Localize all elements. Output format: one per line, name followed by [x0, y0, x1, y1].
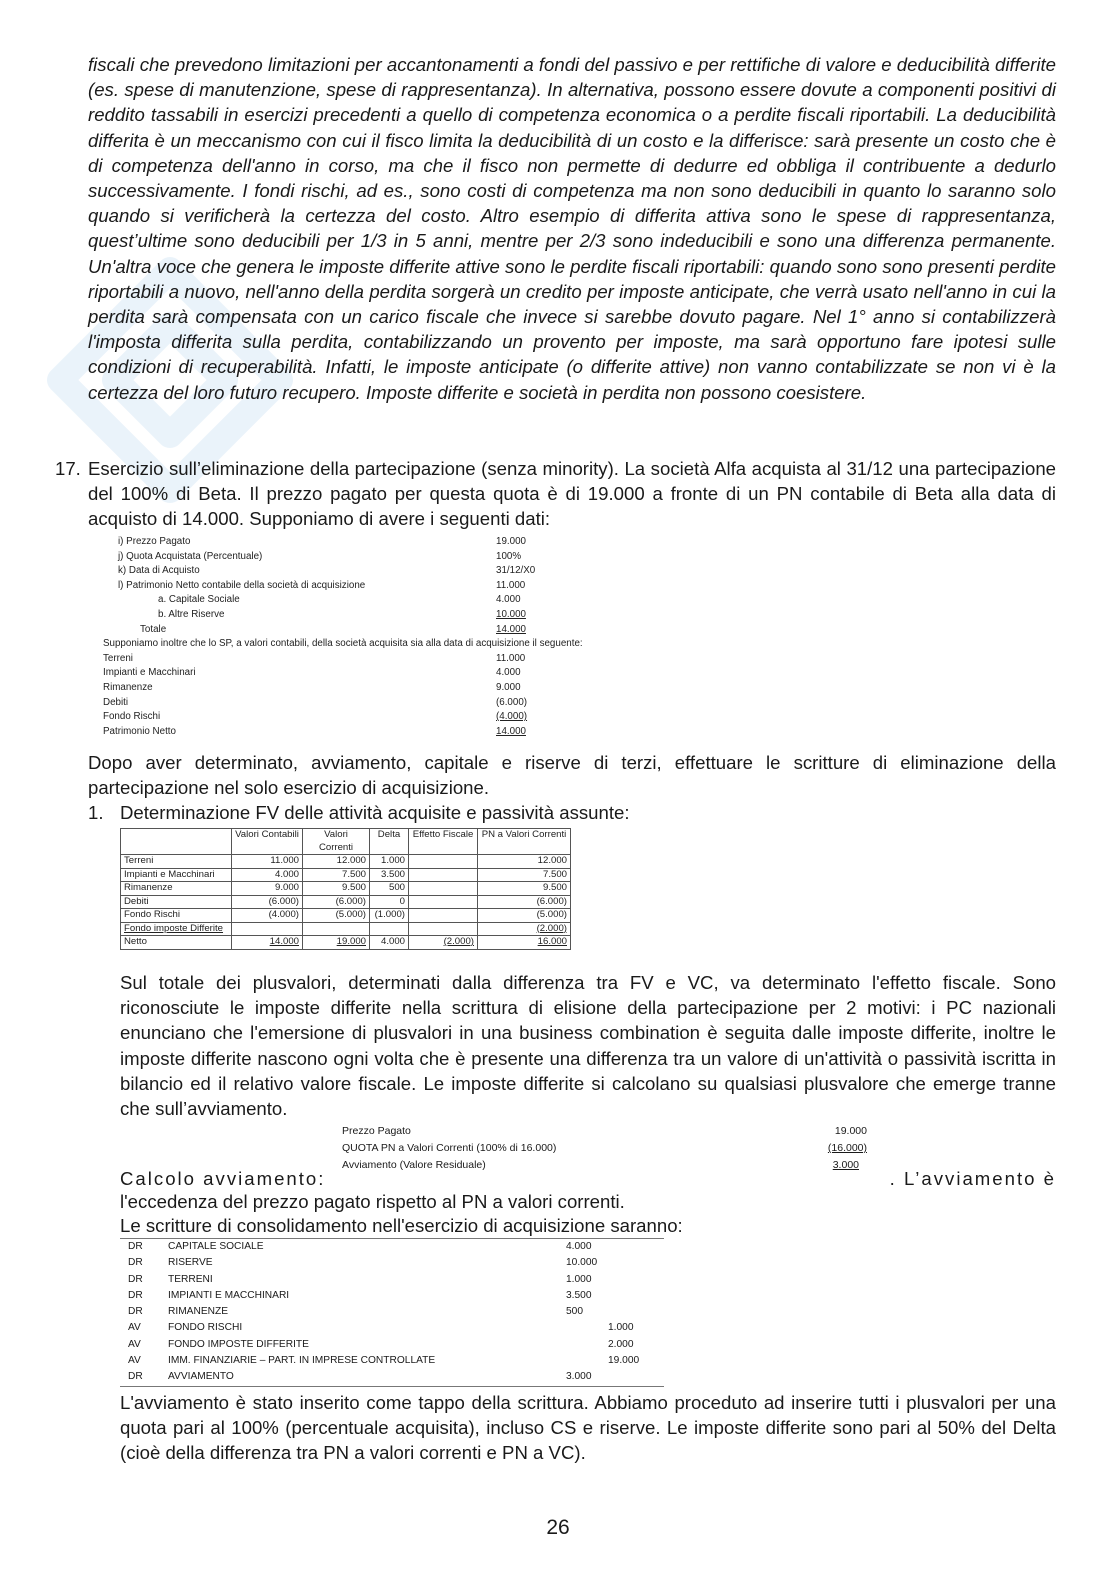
dopo-paragraph: Dopo aver determinato, avviamento, capitale e riserve di terzi, effettuare le scritture di eliminazione della partecipazione nel solo esercizio di acquisizione. — [88, 752, 1056, 799]
table-row: DR RISERVE 10.000 — [128, 1257, 598, 1269]
data-table — [98, 535, 598, 739]
table-row: Rimanenze 9.000 9.500 500 9.500 — [121, 882, 571, 896]
table-row: DR RIMANENZE 500 — [128, 1306, 583, 1318]
table-row: Fondo imposte Differite (2.000) — [121, 922, 571, 936]
table-header-row: Valori Contabili Valori Correnti Delta Effetto Fiscale PN a Valori Correnti — [121, 829, 571, 855]
table-row: Debiti (6.000) (6.000) 0 (6.000) — [121, 895, 571, 909]
journal-table — [120, 1238, 664, 1387]
table-row: Rimanenze 9.000 — [103, 681, 521, 693]
table-row: DR IMPIANTI E MACCHINARI 3.500 — [128, 1289, 592, 1301]
table-row: AV FONDO IMPOSTE DIFFERITE 2.000 — [128, 1338, 634, 1350]
table-row: Prezzo Pagato 19.000 — [342, 1125, 867, 1137]
table-row: DR CAPITALE SOCIALE 4.000 — [128, 1241, 592, 1252]
table-row: Impianti e Macchinari 4.000 — [103, 667, 521, 679]
table-row: k) Data di Acquisto 31/12/X0 — [118, 565, 536, 577]
calcolo-lead: Calcolo avviamento: — [120, 1168, 326, 1189]
table-row: QUOTA PN a Valori Correnti (100% di 16.000) (16.000) — [342, 1142, 867, 1154]
exercise-17 — [55, 456, 1056, 532]
scritture-intro: Le scritture di consolidamento nell'esercizio di acquisizione saranno: — [120, 1215, 683, 1236]
table-row: Patrimonio Netto 14.000 — [103, 725, 526, 737]
exercise-text: Esercizio sull’eliminazione della partecipazione (senza minority). La società Alfa acquista al 31/12 una partecipazione del 100% di Beta. Il prezzo pagato per questa quota è di 19.000 a fronte di un PN contabile di Beta alla data di acquisto di 14.000. Supponiamo di avere i seguenti dati: — [88, 458, 1056, 530]
table-row: Debiti (6.000) — [103, 696, 528, 708]
fv-table — [120, 828, 571, 950]
table-row: Fondo Rischi (4.000) (5.000) (1.000) (5.000) — [121, 909, 571, 923]
step-text: Determinazione FV delle attività acquisite e passività assunte: — [120, 802, 630, 823]
table-row: AV FONDO RISCHI 1.000 — [128, 1322, 634, 1334]
table-row: AV IMM. FINANZIARIE – PART. IN IMPRESE CONTROLLATE 19.000 — [128, 1355, 640, 1367]
table-row: Netto 14.000 19.000 4.000 (2.000) 16.000 — [121, 936, 571, 950]
calcolo-rest: l'eccedenza del prezzo pagato rispetto al PN a valori correnti. — [120, 1191, 625, 1212]
table-row: b. Altre Riserve 10.000 — [158, 608, 526, 620]
table-row: Totale 14.000 — [140, 623, 526, 635]
table-row: l) Patrimonio Netto contabile della società di acquisizione 11.000 — [118, 579, 526, 591]
table-row: i) Prezzo Pagato 19.000 — [118, 536, 526, 547]
table-row: a. Capitale Sociale 4.000 — [158, 594, 521, 606]
last-paragraph: L'avviamento è stato inserito come tappo della scrittura. Abbiamo proceduto ad inserire tutti i plusvalori per una quota pari al 100% (percentuale acquisita), incluso CS e riserve. Le imposte differite sono pari al 50% del Delta (cioè della differenza tra PN a valori correnti e PN a VC). — [120, 1392, 1056, 1464]
table-row: Impianti e Macchinari 4.000 7.500 3.500 7.500 — [121, 868, 571, 882]
table-row: Fondo Rischi (4.000) — [103, 711, 528, 723]
table-row: Avviamento (Valore Residuale) 3.000 — [342, 1159, 859, 1171]
table-row: DR AVVIAMENTO 3.000 — [128, 1371, 592, 1383]
table-row: Terreni 11.000 12.000 1.000 12.000 — [121, 855, 571, 869]
table-row: j) Quota Acquistata (Percentuale) 100% — [118, 550, 522, 562]
intro-paragraph: fiscali che prevedono limitazioni per accantonamenti a fondi del passivo e per rettifiche di valore e deducibilità differite (es. spese di manutenzione, spese di rappresentanza). In alternativa, possono essere dovute a componenti positivi di reddito tassabili in esercizi precedenti a quello di competenza economica o a perdite fiscali riportabili. La deducibilità differita è un meccanismo con cui il fisco limita la deducibilità di un costo e la differisce: sarà presente un costo che è di competenza dell'anno in corso, ma che il fisco non permette di dedurre ed obbliga il contribuente a dedurlo successivamente. I fondi rischi, ad es., sono costi di competenza ma non sono deducibili in quanto lo saranno solo quando si verificherà la certezza del costo. Altro esempio di differita attiva sono le spese di rappresentanza, quest’ultime sono deducibili per 1/3 in 5 anni, mentre per 2/3 sono indeducibili e sono una differenza permanente. Un'altra voce che genera le imposte differite attive sono le perdite fiscali riportabili: quando sono sono presenti perdite riportabili a nuovo, nell'anno della perdita sorgerà un credito per imposte anticipate, che verrà usato nell'anno in cui la perdita sarà compensata con un carico fiscale che invece si sarebbe dovuto pagare. Nel 1° anno si contabilizzerà l'imposta differita sulla perdita, contabilizzando un provento per imposte, ma sarà opportuno fare ipotesi sulle condizioni di recuperabilità. Infatti, le imposte anticipate (o differite attive) non vanno contabilizzate se non vi è la certezza del loro futuro recupero. Imposte differite e società in perdita non possono coesistere. — [88, 54, 1056, 403]
step-number: 1. — [88, 802, 104, 823]
table-row: Terreni 11.000 — [103, 652, 526, 664]
calcolo-mid: . L’avviamento è — [889, 1168, 1056, 1189]
table-row: DR TERRENI 1.000 — [128, 1273, 592, 1285]
page-number: 26 — [546, 1516, 570, 1539]
table-note: Supponiamo inoltre che lo SP, a valori contabili, della società acquisita sia alla data di acquisizione il seguente: — [103, 638, 583, 650]
exercise-number: 17. — [55, 458, 81, 479]
sul-paragraph: Sul totale dei plusvalori, determinati dalla differenza tra FV e VC, va determinato l'effetto fiscale. Sono riconosciute le imposte differite nella scrittura di elisione della partecipazione per 2 motivi: i PC nazionali enunciano che l'emersione di plusvalori in una business combination è seguita dalle imposte differite, inoltre le imposte differite nascono ogni volta che è presente una differenza tra un valore di un'attività o passività iscritta in bilancio ed il relativo valore fiscale. Le imposte differite si calcolano su qualsiasi plusvalore che emerge tranne che sull’avviamento. — [120, 972, 1056, 1120]
calcolo-paragraph — [120, 1167, 1056, 1213]
